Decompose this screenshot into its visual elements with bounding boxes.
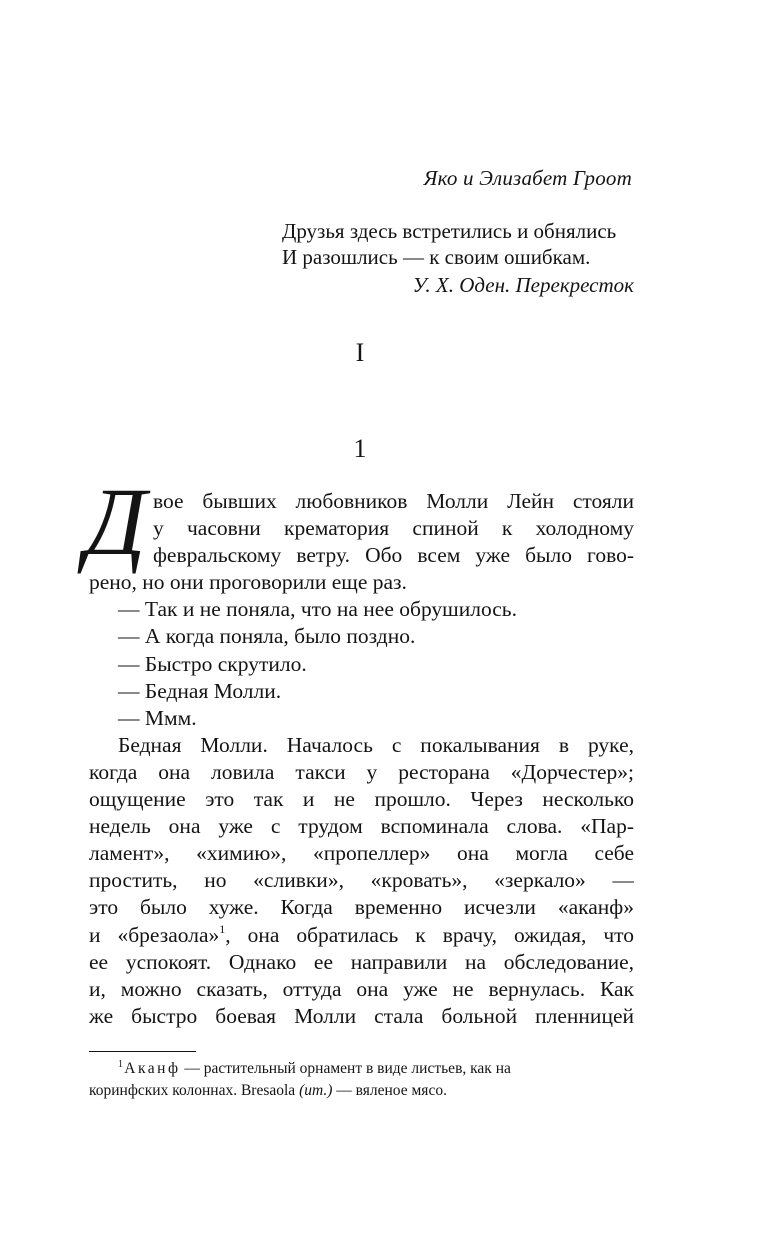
footnote-mark: 1 [118,1059,123,1070]
text-line: когда она ловила такси у ресторана «Дорчестер»; [89,759,634,784]
footnote-text: — растительный орнамент в виде листьев, как на [180,1060,511,1077]
text-line: же быстро боевая Молли стала больной пленницей [89,1003,634,1028]
footnote-reference: 1 [219,921,226,936]
epigraph-line: И разошлись — к своим ошибкам. [282,245,591,269]
footnote-language-note: (ит.) [299,1082,333,1099]
drop-cap: Д [85,468,147,575]
footnote-line [89,1080,634,1102]
dialogue-line: — Бедная Молли. [118,678,282,703]
epigraph-source: У. Х. Оден. Перекресток [412,273,634,297]
text-line: ощущение это так и не прошло. Через несколько [89,787,634,812]
dedication: Яко и Элизабет Гроот [423,166,632,190]
chapter-number: 1 [353,434,367,463]
text-line: это было хуже. Когда временно исчезли «аканф» [89,895,634,920]
footnote-text: коринфских колоннах. Bresaola [89,1082,300,1099]
text-line: Бедная Молли. Началось с покалывания в руке, [118,732,634,757]
text-line: ламент», «химию», «пропеллер» она могла себе [89,841,634,866]
text-line: и, можно сказать, оттуда она уже не вернулась. Как [89,976,634,1001]
text-line: простить, но «сливки», «кровать», «зеркало» — [89,868,634,893]
footnote-divider [89,1051,196,1052]
text-line: рено, но они проговорили еще раз. [89,570,407,595]
footnote [89,1058,634,1102]
text-line: февральскому ветру. Обо всем уже было гово- [153,543,634,568]
text-line: у часовни крематория спиной к холодному [153,516,634,541]
dialogue-line: — Ммм. [118,705,197,730]
chapter-body [85,468,634,1030]
footnote-term: Аканф [124,1060,181,1077]
footnote-line [89,1058,634,1080]
text-line-with-footnote [89,922,634,949]
text-fragment: и «брезаола» [89,922,220,947]
dialogue-line: — Быстро скрутило. [118,651,307,676]
epigraph [282,218,634,298]
text-line: недель она уже с трудом вспоминала слова. «Пар- [89,814,634,839]
dialogue-line: — А когда поняла, было поздно. [118,624,416,649]
text-fragment: , она обратилась к врачу, ожидая, что [225,922,634,947]
footnote-text: — вяленое мясо. [332,1082,447,1099]
part-number: I [355,338,365,367]
dialogue-line: — Так и не поняла, что на нее обрушилось. [118,597,517,622]
text-line: вое бывших любовников Молли Лейн стояли [153,489,634,513]
text-line: ее успокоят. Однако ее направили на обследование, [89,949,634,974]
epigraph-line: Друзья здесь встретились и обнялись [282,219,617,243]
